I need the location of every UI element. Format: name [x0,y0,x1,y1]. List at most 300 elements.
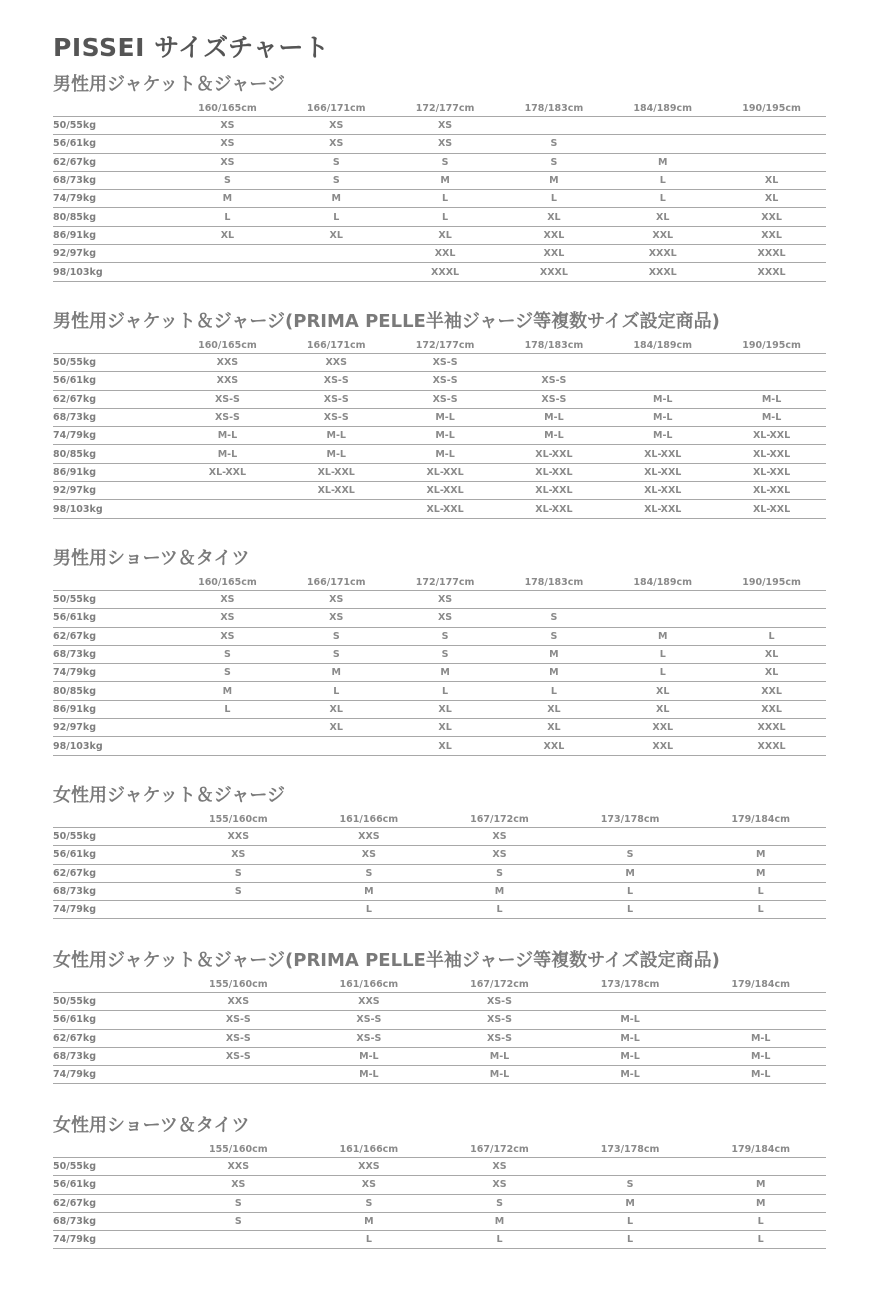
size-cell: M-L [565,1047,696,1065]
size-cell: XXXL [717,245,826,263]
height-header: 178/183cm [499,102,608,117]
size-cell: XXL [499,245,608,263]
size-cell [173,1231,304,1249]
size-cell: M [608,627,717,645]
size-cell: XL [391,700,500,718]
size-cell: XXS [173,354,282,372]
size-cell: S [499,135,608,153]
size-cell: XS [282,117,391,135]
size-cell: L [608,171,717,189]
size-cell: XXL [608,719,717,737]
weight-label: 68/73kg [53,645,173,663]
height-header: 179/184cm [695,978,826,993]
size-cell [717,354,826,372]
weight-label: 74/79kg [53,664,173,682]
size-cell: L [434,901,565,919]
size-cell [173,482,282,500]
height-header: 173/178cm [565,1143,696,1158]
size-cell: M-L [565,1066,696,1084]
size-cell: L [304,1231,435,1249]
size-cell: L [434,1231,565,1249]
table-row [53,700,826,718]
size-cell: XS-S [434,1029,565,1047]
weight-label: 98/103kg [53,500,173,518]
size-cell: S [499,627,608,645]
size-cell [608,354,717,372]
size-cell: M-L [282,445,391,463]
size-cell: XXL [499,226,608,244]
size-cell: XL [499,208,608,226]
table-row [53,408,826,426]
height-header: 155/160cm [173,1143,304,1158]
size-cell: M-L [695,1029,826,1047]
size-cell: XXL [391,245,500,263]
table-row [53,682,826,700]
size-cell [717,591,826,609]
corner-cell [53,813,173,828]
size-cell: M-L [717,390,826,408]
size-cell: XS [173,135,282,153]
page-title: PISSEI サイズチャート [53,33,330,62]
size-cell: M-L [608,427,717,445]
weight-label: 74/79kg [53,1066,173,1084]
header-row [53,1143,826,1158]
size-cell: XS [173,591,282,609]
size-cell: XL-XXL [499,445,608,463]
table-row [53,354,826,372]
table-row [53,1231,826,1249]
size-cell [282,737,391,755]
table-row [53,882,826,900]
table-row [53,664,826,682]
size-cell: XXXL [717,263,826,281]
size-cell: M [695,846,826,864]
weight-label: 68/73kg [53,408,173,426]
size-cell: XL-XXL [499,482,608,500]
weight-label: 86/91kg [53,463,173,481]
size-cell: L [565,901,696,919]
table-row [53,719,826,737]
size-cell: XL [282,719,391,737]
weight-label: 80/85kg [53,682,173,700]
size-table [53,339,826,519]
size-cell [173,719,282,737]
section-title: 女性用ジャケット＆ジャージ [53,785,286,806]
size-cell: L [565,1212,696,1230]
table-row [53,171,826,189]
table-row [53,372,826,390]
section-title: 女性用ジャケット＆ジャージ(PRIMA PELLE半袖ジャージ等複数サイズ設定商品) [53,950,720,971]
size-table [53,1143,826,1249]
size-cell: XXL [717,682,826,700]
size-cell: M-L [608,390,717,408]
height-header: 166/171cm [282,339,391,354]
size-cell: XL-XXL [608,463,717,481]
header-row [53,339,826,354]
weight-label: 74/79kg [53,1231,173,1249]
size-cell: XL-XXL [391,463,500,481]
corner-cell [53,102,173,117]
height-header: 166/171cm [282,576,391,591]
size-cell: XL [717,664,826,682]
size-cell: L [391,682,500,700]
size-cell: XXXL [717,719,826,737]
size-cell: XS [434,1158,565,1176]
size-cell [499,117,608,135]
size-cell [695,1158,826,1176]
size-cell: L [608,190,717,208]
size-cell: L [717,627,826,645]
size-cell: S [565,846,696,864]
size-cell: XL [608,682,717,700]
table-row [53,117,826,135]
size-cell: L [695,1212,826,1230]
size-cell: XS-S [173,1011,304,1029]
table-row [53,901,826,919]
weight-label: 68/73kg [53,1047,173,1065]
height-header: 160/165cm [173,576,282,591]
size-cell: XL [608,700,717,718]
size-cell: XXXL [717,737,826,755]
table-row [53,427,826,445]
size-cell [608,609,717,627]
size-cell: M-L [608,408,717,426]
weight-label: 50/55kg [53,354,173,372]
size-cell: XS-S [173,1047,304,1065]
table-row [53,263,826,281]
weight-label: 74/79kg [53,901,173,919]
weight-label: 56/61kg [53,372,173,390]
size-cell: XL [717,190,826,208]
size-cell: S [173,645,282,663]
size-cell: S [391,627,500,645]
size-cell: XS-S [304,1029,435,1047]
size-cell: L [608,664,717,682]
height-header: 172/177cm [391,102,500,117]
weight-label: 86/91kg [53,700,173,718]
size-cell: XL-XXL [282,463,391,481]
size-table [53,102,826,282]
weight-label: 50/55kg [53,993,173,1011]
size-cell: L [608,645,717,663]
size-cell: XS [173,1176,304,1194]
size-cell: XL [173,226,282,244]
size-cell: XS-S [499,372,608,390]
size-cell: L [565,882,696,900]
size-cell [565,993,696,1011]
height-header: 190/195cm [717,339,826,354]
size-cell: XL [391,226,500,244]
height-header: 155/160cm [173,978,304,993]
table-row [53,828,826,846]
weight-label: 92/97kg [53,719,173,737]
size-cell: L [282,208,391,226]
table-row [53,609,826,627]
size-cell [695,1011,826,1029]
size-cell: M-L [499,408,608,426]
size-cell: XL [499,719,608,737]
table-row [53,135,826,153]
size-cell: M-L [173,427,282,445]
height-header: 173/178cm [565,978,696,993]
size-cell: XS [391,135,500,153]
size-cell: L [391,208,500,226]
size-cell: XS-S [391,354,500,372]
size-cell: XXL [717,226,826,244]
size-cell [173,737,282,755]
height-header: 190/195cm [717,102,826,117]
size-cell [695,828,826,846]
size-cell: M [499,171,608,189]
size-cell: XL [391,737,500,755]
table-row [53,1194,826,1212]
size-cell: M-L [434,1066,565,1084]
height-header: 184/189cm [608,339,717,354]
size-table [53,978,826,1084]
size-cell: M [304,1212,435,1230]
size-cell [173,901,304,919]
size-cell: XXXL [391,263,500,281]
size-cell: XS [173,609,282,627]
size-cell: M [499,645,608,663]
size-cell: XS [304,1176,435,1194]
mens-jacket-jersey-multi-size-section [53,309,826,519]
table-row [53,645,826,663]
size-cell [565,1158,696,1176]
height-header: 167/172cm [434,978,565,993]
size-cell: XS-S [391,390,500,408]
size-cell [173,500,282,518]
table-row [53,627,826,645]
size-cell: XXS [304,1158,435,1176]
size-cell [282,263,391,281]
size-cell: XS [391,591,500,609]
size-cell: M [304,882,435,900]
table-row [53,153,826,171]
table-row [53,482,826,500]
size-cell: XXL [717,208,826,226]
weight-label: 74/79kg [53,427,173,445]
size-cell: XS [304,846,435,864]
height-header: 184/189cm [608,576,717,591]
size-cell [608,591,717,609]
size-cell: M [608,153,717,171]
size-cell: XXS [304,828,435,846]
table-row [53,1029,826,1047]
size-cell: XXXL [499,263,608,281]
header-row [53,102,826,117]
size-cell: M [391,664,500,682]
height-header: 179/184cm [695,813,826,828]
size-cell: XXL [608,226,717,244]
corner-cell [53,1143,173,1158]
size-cell: XL-XXL [499,500,608,518]
size-cell: XL-XXL [282,482,391,500]
size-cell: XXXL [608,263,717,281]
height-header: 179/184cm [695,1143,826,1158]
size-cell: XS [173,846,304,864]
weight-label: 86/91kg [53,226,173,244]
size-cell [717,135,826,153]
size-cell: M-L [391,408,500,426]
size-cell: XL-XXL [608,482,717,500]
height-header: 172/177cm [391,339,500,354]
table-row [53,390,826,408]
size-cell: M-L [565,1029,696,1047]
size-cell: M-L [391,427,500,445]
size-cell: M-L [717,408,826,426]
height-header: 184/189cm [608,102,717,117]
size-cell: M-L [695,1066,826,1084]
height-header: 161/166cm [304,1143,435,1158]
height-header: 178/183cm [499,339,608,354]
size-cell [565,828,696,846]
size-cell: L [173,208,282,226]
size-cell: S [282,171,391,189]
size-cell [282,500,391,518]
size-cell [173,1066,304,1084]
table-row [53,445,826,463]
size-cell [695,993,826,1011]
womens-jacket-jersey-section [53,783,826,919]
size-cell: M [434,882,565,900]
size-cell [717,372,826,390]
table-row [53,1047,826,1065]
size-cell: L [695,901,826,919]
size-cell: S [173,1194,304,1212]
table-row [53,1011,826,1029]
weight-label: 80/85kg [53,208,173,226]
size-cell: XS-S [173,390,282,408]
size-cell: XS [282,591,391,609]
size-cell: M [695,864,826,882]
size-cell: XS-S [173,408,282,426]
size-cell: XS [434,846,565,864]
mens-shorts-tights-section [53,546,826,756]
weight-label: 50/55kg [53,1158,173,1176]
size-cell: S [499,153,608,171]
size-cell: XL [282,226,391,244]
table-row [53,500,826,518]
size-cell: M-L [304,1066,435,1084]
size-cell: XS [391,117,500,135]
height-header: 161/166cm [304,978,435,993]
size-cell: XL [499,700,608,718]
size-cell: XXS [173,993,304,1011]
height-header: 161/166cm [304,813,435,828]
size-cell: XL [608,208,717,226]
height-header: 166/171cm [282,102,391,117]
mens-jacket-jersey-section [53,72,826,282]
height-header: 172/177cm [391,576,500,591]
size-cell [717,609,826,627]
size-cell: S [304,864,435,882]
size-cell: L [499,682,608,700]
womens-jacket-jersey-multi-size-section [53,948,826,1084]
size-cell: S [173,1212,304,1230]
height-header: 190/195cm [717,576,826,591]
size-cell [608,372,717,390]
size-cell: S [282,645,391,663]
size-cell [499,354,608,372]
size-cell: S [565,1176,696,1194]
size-cell: M [695,1176,826,1194]
size-cell: XS-S [434,1011,565,1029]
weight-label: 62/67kg [53,390,173,408]
table-row [53,846,826,864]
size-cell: L [304,901,435,919]
size-cell: M-L [173,445,282,463]
size-cell: XXXL [608,245,717,263]
size-cell: XS-S [282,372,391,390]
size-cell [608,117,717,135]
size-cell: M-L [391,445,500,463]
size-cell: S [499,609,608,627]
size-cell: XXL [608,737,717,755]
weight-label: 50/55kg [53,117,173,135]
size-cell: S [173,864,304,882]
weight-label: 62/67kg [53,864,173,882]
size-cell: XS [434,828,565,846]
size-cell: XS [173,117,282,135]
weight-label: 98/103kg [53,263,173,281]
weight-label: 56/61kg [53,1011,173,1029]
size-cell: XL [391,719,500,737]
size-cell: M [282,664,391,682]
header-row [53,813,826,828]
size-cell: M-L [565,1011,696,1029]
table-row [53,1066,826,1084]
size-cell: S [304,1194,435,1212]
weight-label: 68/73kg [53,171,173,189]
weight-label: 62/67kg [53,627,173,645]
size-cell: XS-S [304,1011,435,1029]
size-cell: M-L [304,1047,435,1065]
size-cell: XL-XXL [717,445,826,463]
corner-cell [53,576,173,591]
size-cell: XXS [304,993,435,1011]
table-row [53,1176,826,1194]
size-cell: XS [391,609,500,627]
height-header: 160/165cm [173,102,282,117]
weight-label: 68/73kg [53,882,173,900]
size-cell: L [695,882,826,900]
size-cell: XXS [173,1158,304,1176]
size-cell: XS [173,627,282,645]
section-title: 男性用ジャケット＆ジャージ [53,74,286,95]
size-cell: M-L [499,427,608,445]
size-cell [499,591,608,609]
size-cell: XL [282,700,391,718]
size-cell: XXL [717,700,826,718]
size-cell: XL [717,171,826,189]
corner-cell [53,339,173,354]
size-cell: M [565,864,696,882]
size-cell [608,135,717,153]
size-cell: L [565,1231,696,1249]
size-cell [173,263,282,281]
height-header: 178/183cm [499,576,608,591]
size-cell [282,245,391,263]
table-row [53,993,826,1011]
size-cell: M [695,1194,826,1212]
size-cell: M-L [434,1047,565,1065]
size-cell: S [282,627,391,645]
weight-label: 56/61kg [53,135,173,153]
size-cell: XL [717,645,826,663]
size-cell: XL-XXL [499,463,608,481]
size-cell: XS-S [499,390,608,408]
